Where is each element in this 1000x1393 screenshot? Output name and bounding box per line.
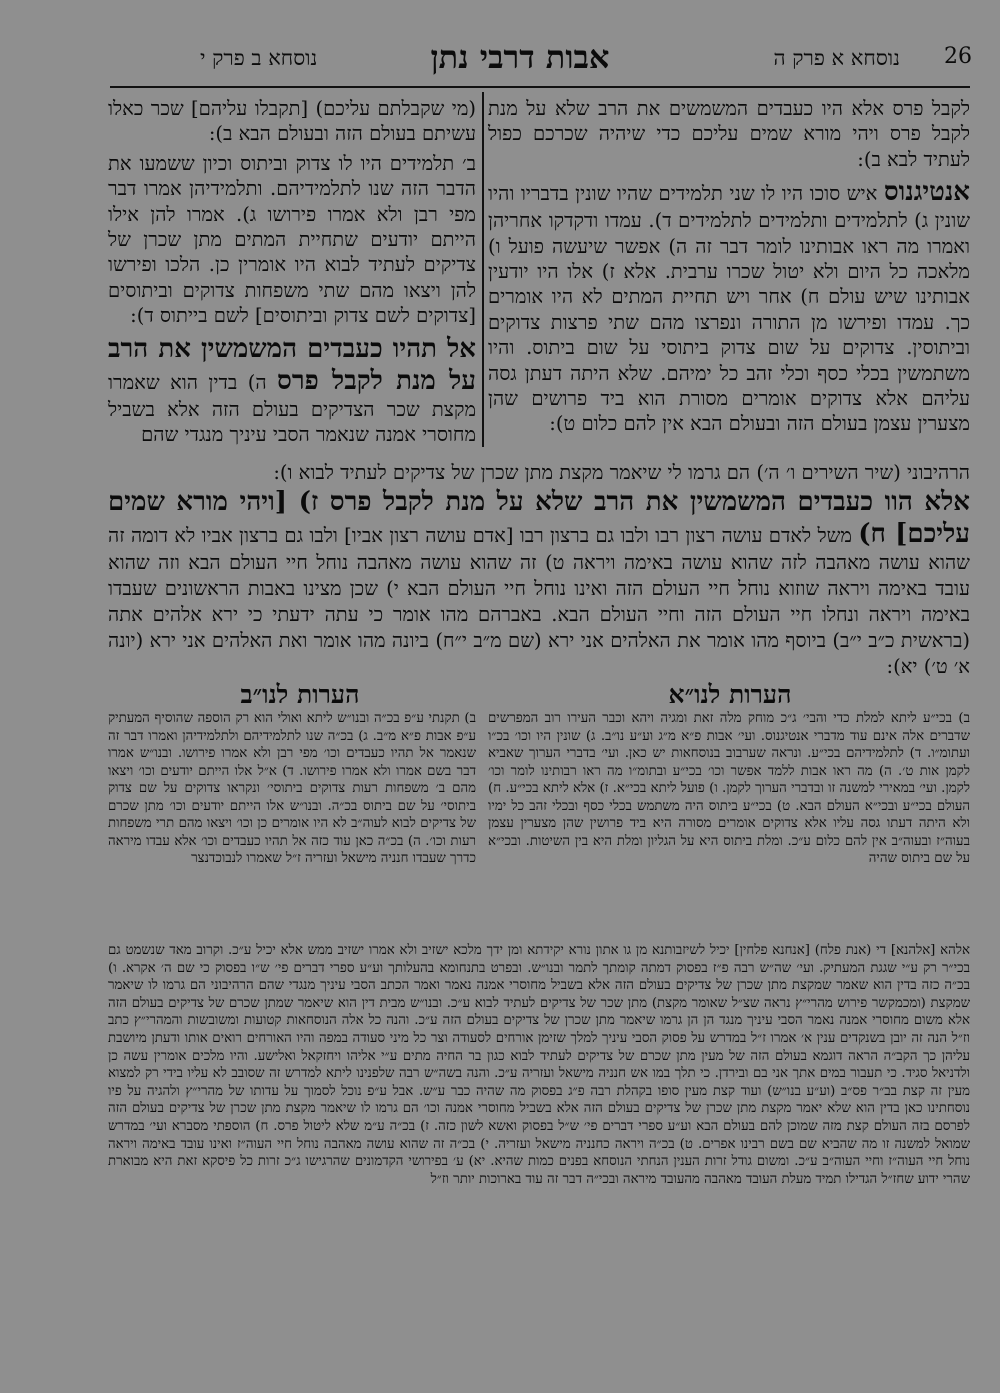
- version-b-paragraph: ב׳ תלמידים היו לו צדוק וביתוס וכיון ששמעו את הדבר הזה שנו לתלמידיהם. ותלמידיהן אמרו דבר מפי רבן ולא אמרו פירושו ג). אמרו להן אילו הייתם יודעים שתחיית המתים מתן שכרן של צדיקים לעתיד לבוא היו אומרין כן. הלכו ופירשו להן ויצאו מהם שתי משפחות צדוקים וביתוסים [צדוקים לשם צדוק וביתוסים] לשם בייתוס ד):: [108, 151, 476, 328]
- notes-continuation: אלהא [אלהנא] די (אנת פלח) [אנחנא פלחין] יכיל לשיזבותנא מן גו אתון נורא יקידתא ומן ידך מלכא ישזיב ולא אמרו ישזיב ממש אלא יכיל ע״כ. וקרוב מאד שנשמט גם בכי״ר רק ע״י שגגת המעתיק. ועי׳ שה״ש רבה פ״ז בפסוק דמתה קומתך לתמר ובנו״ש. ובפרט בתנחומא בהעלותך וע״ע ספרי דברים פי׳ ש״ו בפסוק כי שם ה׳ אקרא. ו) בכ״ה כזה בדין הוא שאמר שמקצת מתן שכרן של צדיקים בעולם הזה אלא בשביל מחוסרי אמנה נאמר ואמר הכתב הסבי עיניך מנגדי שהם הרהיבוני הם גרמו לו שיאמר שמקצת (ומכמקשר פירוש מהרי״ץ נראה שצ״ל שאומר מקצת) מתן שכר של צדיקים לעתיד לבוא ע״כ. ובנו״ש מבית דין הוא שיאמר שמתן שכרם של צדיקים בעולם הזה אלא משום מחוסרי אמנה נאמר הסבי עיניך מנגד הן הן גרמו שיאמר מתן שכרן של צדיקים בעולם הזה ע״כ. והנה כל אלה הנוסחאות קטועות ומשובשות והמהרי״ץ כתב וז״ל הנה זה יובן בשנקדים ענין א׳ אמרו ז״ל במדרש על פסוק הסבי עיניך למלך שזימן אורחים לסעודה וצר כל מיני סעודה במפה והיו האורחים רואים אותו ודעתן מיושבת עליהן כך הקב״ה הראה דוגמא בעולם הזה של מעין מתן שכרם של צדיקים לעתיד לבוא כגון בר החיה מתים ע״י אליהו ויחזקאל ואלישע. והיו מלכים אומרין עשה כן ולדניאל סגיד. כי תעבור במים אתך אני בם ובירדן. כי תלך במו אש חנניה מישאל ועזריה ע״כ. והנה בשה״ש רבה שלפנינו ליתא למדרש זה שסובב לא עליו בידי רק למצוא מעין זה קצת בב״ר פס״ב (וע״ע בנו״ש) ועוד קצת מעין סופו בקהלת רבה פ״ג בפסוק מה שהיה כבר ע״ש. אבל ע״פ נוכל לסמוך על עדותו של מהרי״ץ ולהגיה על פיו נוסחתינו כאן בדין הוא שלא יאמר מקצת מתן שכרן של צדיקים בעולם הזה אלא בשביל מחוסרי אמנה וכו׳ הם גרמו לו שיאמר מקצת מתן שכרן של צדיקים בעולם הזה לפרסם בזה העולם קצת מזה שמוכן להם בעולם הבא וע״ע ספרי דברים פי׳ ש״ל בפסוק ואשא לשון כזה. ז) בכ״ה ע״מ שלא ליטול פרס. ח) הוספתי מסברא ועי׳ במדרש שמואל למשנה זו מה שהביא שם בשם רבינו אפרים. ט) בכ״ה ויראה כחנניה מישאל ועזריה. י) בכ״ה זה שהוא עושה מאהבה נוחל חיי העוה״ז ואינו עובד באימה ויראה נוחל חיי העוה״ז וחיי העוה״ב ע״כ. ומשום גודל זרות הענין הנחתי הנוסחא בפנים כמות שהיא. יא) ע׳ בפירושי הקדמונים שהרגישו ג״כ זרות כל פיסקא זאת היא מבוארת שהרי ידוע שחז״ל הגדילו תמיד מעלת העובד מאהבה מהעובד מיראה ובכי״ה דבר זה עוד בארוכות יותר וז״ל: [108, 943, 970, 1187]
- version-a-column: [488, 96, 970, 441]
- continuation-paragraph: אלא הוו כעבדים המשמשין את הרב שלא על מנת לקבל פרס ז) [ויהי מורא שמים עליכם] ח) משל לאדם עושה רצון רבו ולבו גם ברצון רבו [אדם עושה רצון אביו] ולבו גם ברצון אביו לא דומה זה שהוא עושה מאהבה לזה שהוא עושה באימה ויראה ט) זה שהוא עושה מאהבה נוחל חיי העולם הבא וזה שהוא עובד באימה ויראה שוזוא נוחל חיי העולם הזה ואינו נוחל חיי העולם הבא י) שכן מצינו באבות הראשונים שעבדו באימה ויראה ונחלו חיי העולם הזה וחיי העולם הבא. באברהם מהו אומר כי עתה ידעתי כי ירא אלהים אתה (בראשית כ״ב י״ב) ביוסף מהו אומר את האלהים אני ירא (שם מ״ב י״ח) ביונה מהו אומר ואת האלהים אני ירא (יונה א׳ ט׳) יא):: [108, 487, 970, 678]
- section-lead: אלא הוו כעבדים המשמשין את הרב שלא על מנת לקבל פרס ז) [ויהי מורא שמים עליכם] ח): [108, 487, 970, 549]
- notes-heading-a: הערות לנו״א: [668, 680, 792, 709]
- page-number: 26: [944, 44, 972, 69]
- version-b-column: [108, 96, 476, 451]
- running-head-version-a: נוסחא א פרק ה: [773, 46, 900, 70]
- notes-version-a: ב) בכי״ע ליתא למלת כדי והבי׳ ג״כ מוחק מלה זאת ומגיה ויהא וכבר העירו רוב המפרשים שדברים אלה אינם עוד מדברי אנטיגנוס. ועי׳ אבות פ״א מ״ג וע״ע נו״ב. ג) שונין היו וכו׳ בכ״ו ועתומ״ו. ד) לתלמידיהם בכי״ע. ונראה שערבוב בנוסחאות יש כאן. ועי׳ בדברי הערוך שאביא לקמן אות ט׳. ה) מה ראו אבות ללמד אפשר וכו׳ בכי״ע ובתומ״ו מה ראו רבותינו לומר וכו׳ לקמן. ועי׳ במאירי למשנה זו ובדברי הערוך לקמן. ו) פועל ליתא בכי״א. ז) אלא ליתא בכי״ע. ח) העולם בכי״ע ובכי״א העולם הבא. ט) בכי״ע ביתוס היה משתמש בכלי כסף ובכלי זהב כל ימיו ולא היתה דעתו גסה עליו אלא צדוקים אומרים מסורה היא ביד פרושין שהן מצערין עצמן בעוה״ז ובעוה״ב אין להם כלום ע״כ. ומלת ביתוס היא על הגליון ומלת היא בין השיטות. ובכי״א על שם ביתוס שהיה: [488, 711, 970, 866]
- version-b-paragraph: (מי שקבלתם עליכם) [תקבלו עליהם] שכר כאלו עשיתם בעולם הזה ובעולם הבא ב):: [108, 97, 476, 146]
- running-title: אבות דרבי נתן: [430, 38, 610, 76]
- column-divider: [482, 92, 484, 447]
- notes-version-b: ב) תקנתי ע״פ בכ״ה ובנו״ש ליתא ואולי הוא רק הוספה שהוסיף המעתיק ע״פ אבות פ״א מ״ב. ג) בכ״ה שנו לתלמידיהם ולתלמידיהן ואמרו דבר זה שנאמר אל תהיו כעבדים וכו׳ מפי רבן ולא אמרו פירושו. ובנו״ש אמרו דבר בשם אמרו ולא אמרו פירושו. ד) א״ל אלו הייתם יודעים וכו׳ ויצאו מהם ב׳ משפחות רעות צדוקים ביתוסי׳ ונקראו צדוקים על שם צדוק ביתוסי׳ על שם ביתוס בכ״ה. ובנו״ש אלו הייתם יודעים וכו׳ מתן שכרם של צדיקים לבוא לעוה״ב לא היו אומרים כן וכו׳ ויצאו מהם תרי משפחות רעות וכו׳. ה) בכ״ה כאן עוד כזה אל תהיו כעבדים וכו׳ אלא עבדו מיראה כדרך שעבדו חנניה מישאל ועזריה ז״ל שאמרו לנבוכדנצר: [108, 711, 476, 866]
- running-head-version-b: נוסחא ב פרק י: [200, 46, 318, 70]
- version-b-paragraph: אל תהיו כעבדים המשמשין את הרב על מנת לקבל פרס ה) בדין הוא שאמרו מקצת שכר הצדיקים בעולם הזה אלא בשביל מחוסרי אמנה שנאמר הסבי עיניך מנגדי שהם: [108, 333, 477, 447]
- continuation-line: הרהיבוני (שיר השירים ו׳ ה׳) הם גרמו לי שיאמר מקצת מתן שכרן של צדיקים לעתיד לבוא ו):: [273, 461, 970, 484]
- notes-heading-b: הערות לנו״ב: [240, 680, 360, 709]
- page-header: [60, 38, 980, 88]
- version-a-paragraph: לקבל פרס אלא היו כעבדים המשמשים את הרב שלא על מנת לקבל פרס ויהי מורא שמים עליכם כדי שיהיה שכרכם כפול לעתיד לבא ב):: [488, 97, 970, 171]
- section-lead: אנטיגנוס: [883, 177, 970, 208]
- version-b-continuation: [108, 460, 970, 680]
- version-a-paragraph: אנטיגנוס איש סוכו היו לו שני תלמידים שהיו שונין בדבריו והיו שונין ג) לתלמידים ותלמידים לתלמידים ד). עמדו ודקדקו אחריהן ואמרו מה ראו אבותינו לומר דבר זה ה) אפשר שיעשה פועל ו) מלאכה כל היום ולא יטול שכרו ערבית. אלא ז) אלו היו יודעין אבותינו שיש עולם ח) אחר ויש תחיית המתים לא היו אומרים כך. עמדו ופירשו מן התורה ונפרצו מהם שתי פרצות צדוקים וביתוסין. צדוקים על שום צדוק ביתוסי על שום ביתוס. והיו משתמשין בכלי כסף וכלי זהב כל ימיהם. שלא היתה דעתן גסה עליהם אלא צדוקים אומרים מסורת הוא ביד פרושים שהן מצערין עצמן בעולם הזה ובעולם הבא אין להם כלום ט):: [488, 177, 970, 436]
- section-lead: אל תהיו כעבדים המשמשין את הרב על מנת לקבל פרס: [108, 333, 477, 396]
- header-rule: [110, 86, 970, 88]
